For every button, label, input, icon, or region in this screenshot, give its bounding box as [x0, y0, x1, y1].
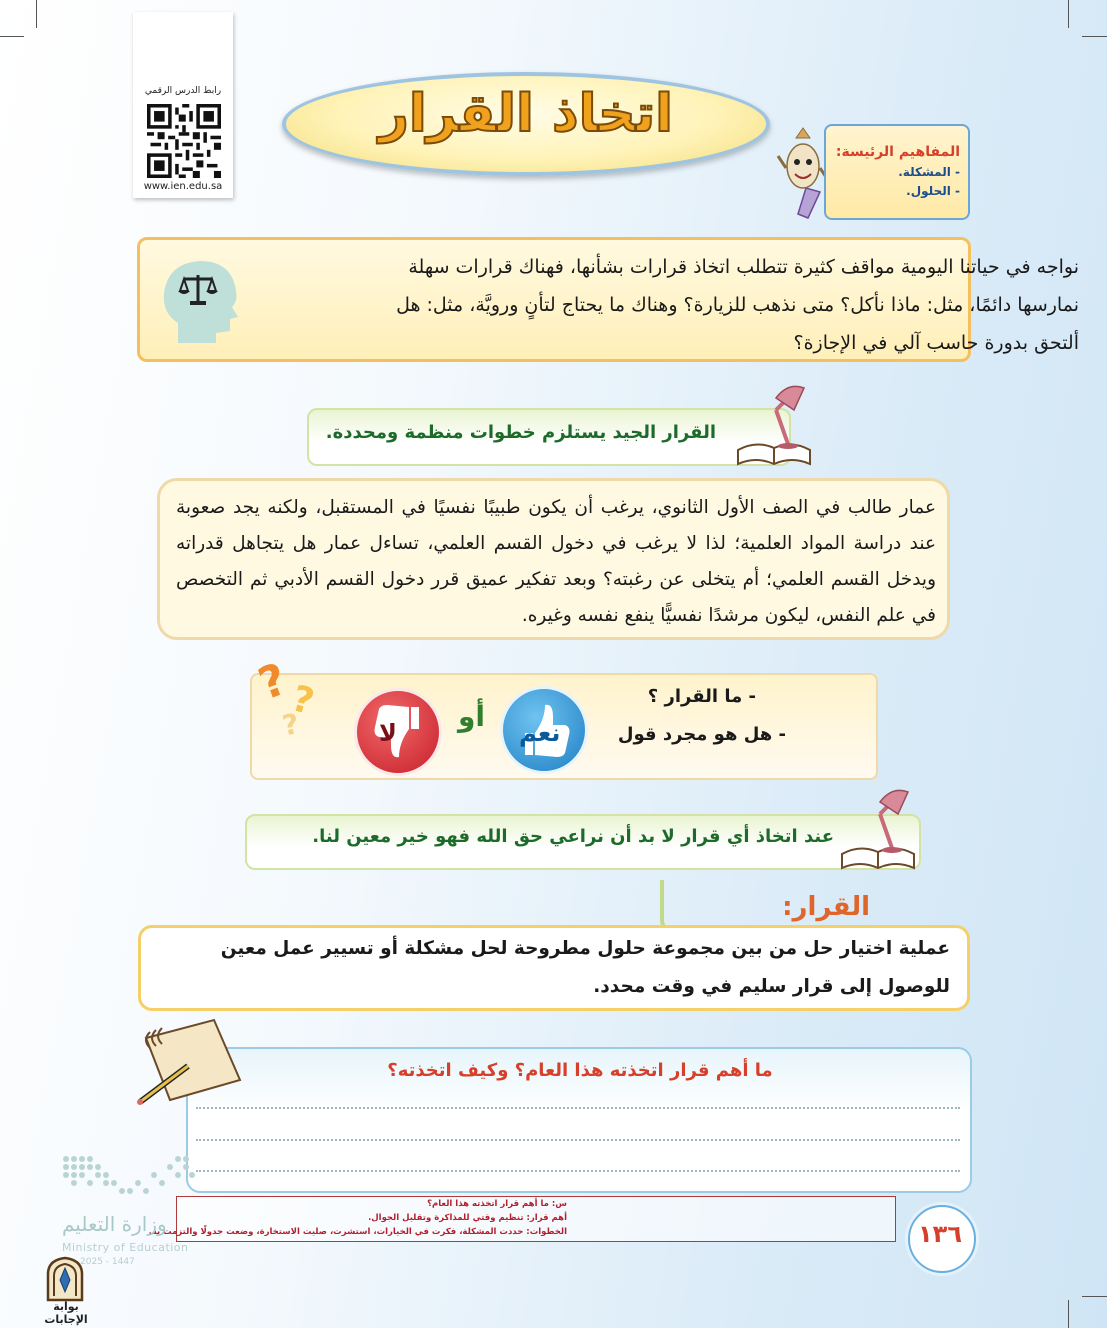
concept-item-problem: - المشكلة.: [898, 165, 960, 179]
svg-text:?: ?: [279, 707, 302, 743]
question-line-1: - ما القرار ؟: [647, 686, 756, 707]
crop-mark: [0, 36, 24, 37]
desk-lamp-book-icon: [840, 784, 916, 872]
no-label: لا: [379, 719, 397, 747]
intro-text: نواجه في حياتنا اليومية مواقف كثيرة تتطلب اتخاذ قرارات بشأنها، فهناك قرارات سهلة نمارسها دائمًا، مثل: ماذا نأكل؟ متى نذهب للزيارة؟ وهناك ما يحتاج لتأنٍ ورويَّة، مثل: هل ألتحق بدورة حاسب آلي في الإجازة؟: [396, 256, 1079, 354]
crop-mark: [1068, 1300, 1069, 1328]
site-name: بوابة الإجابات: [44, 1300, 88, 1326]
answer-strip-line-3: الخطوات: حددت المشكلة، فكرت في الخيارات، استشرت، صليت الاستخارة، وضعت جدولًا والتزمت به.: [148, 1227, 567, 1237]
notebook-pencil-icon: [136, 1014, 242, 1104]
page-title: اتخاذ القرار: [378, 84, 674, 144]
crop-mark: [36, 0, 37, 28]
key-concepts-heading: المفاهيم الرئيسة:: [835, 144, 960, 160]
definition-text: عملية اختيار حل من بين مجموعة حلول مطروحة لحل مشكلة أو تسيير عمل معين للوصول إلى قرار سليم في وقت محدد.: [220, 938, 950, 997]
answer-line[interactable]: [196, 1139, 960, 1141]
crop-mark: [1082, 36, 1107, 37]
key-concepts-box: [824, 124, 970, 220]
desk-lamp-book-icon: [736, 380, 812, 468]
ministry-year: 2025 - 1447: [80, 1257, 135, 1267]
answer-strip-line-1: س: ما أهم قرار اتخذته هذا العام؟: [427, 1199, 567, 1209]
pencil-character-icon: [776, 128, 830, 220]
activity-question: ما أهم قرار اتخذته هذا العام؟ وكيف اتخذته؟: [387, 1060, 773, 1081]
concept-item-solutions: - الحلول.: [906, 184, 960, 198]
crop-mark: [1082, 1296, 1107, 1297]
yes-label: نعم: [519, 719, 561, 747]
qr-card[interactable]: [133, 12, 233, 198]
or-word: أو: [458, 700, 486, 733]
banner-god-right-text: عند اتخاذ أي قرار لا بد أن نراعي حق الله فهو خير معين لنا.: [312, 826, 834, 847]
site-logo-icon: [44, 1256, 86, 1302]
crop-mark: [1068, 0, 1069, 28]
thumbs-down-icon: [357, 691, 439, 773]
ministry-name-en: Ministry of Education: [62, 1241, 189, 1254]
head-balance-icon: [160, 257, 242, 345]
page-number: ١٣٦: [918, 1220, 962, 1248]
ministry-logo-dots-icon: [62, 1155, 196, 1197]
svg-text:?: ?: [252, 653, 294, 711]
qr-url[interactable]: www.ien.edu.sa: [143, 181, 223, 192]
story-text: عمار طالب في الصف الأول الثانوي، يرغب أن يكون طبيبًا نفسيًا في المستقبل، ولكنه يجد صعوبة عند دراسة المواد العلمية؛ لذا لا يرغب في دخول القسم العلمي، تساءل عمار هل يتجاهل قدراته ويدخل القسم العلمي؛ أم يتخلى عن رغبته؟ وبعد تفكير عميق قرر دخول القسم الأدبي ثم التخصص في علم النفس، ليكون مرشدًا نفسيًّا ينفع نفسه وغيره.: [176, 497, 936, 626]
yes-thumb-button[interactable]: [500, 686, 588, 774]
qr-code-icon[interactable]: [147, 104, 221, 178]
no-thumb-button[interactable]: [354, 688, 442, 776]
banner-good-decision-text: القرار الجيد يستلزم خطوات منظمة ومحددة.: [325, 422, 716, 443]
svg-text:?: ?: [287, 678, 319, 724]
answer-line[interactable]: [196, 1107, 960, 1109]
definition-title: القرار:: [782, 892, 870, 922]
ministry-name-ar: وزارة التعليم: [62, 1212, 167, 1236]
answer-line[interactable]: [196, 1170, 960, 1172]
answer-strip-line-2: أهم قرار: تنظيم وقتي للمذاكرة وتقليل الجوال.: [368, 1213, 567, 1223]
question-marks-icon: [252, 652, 340, 743]
qr-caption: رابط الدرس الرقمي: [144, 86, 222, 96]
question-line-2: - هل هو مجرد قول: [617, 724, 786, 745]
